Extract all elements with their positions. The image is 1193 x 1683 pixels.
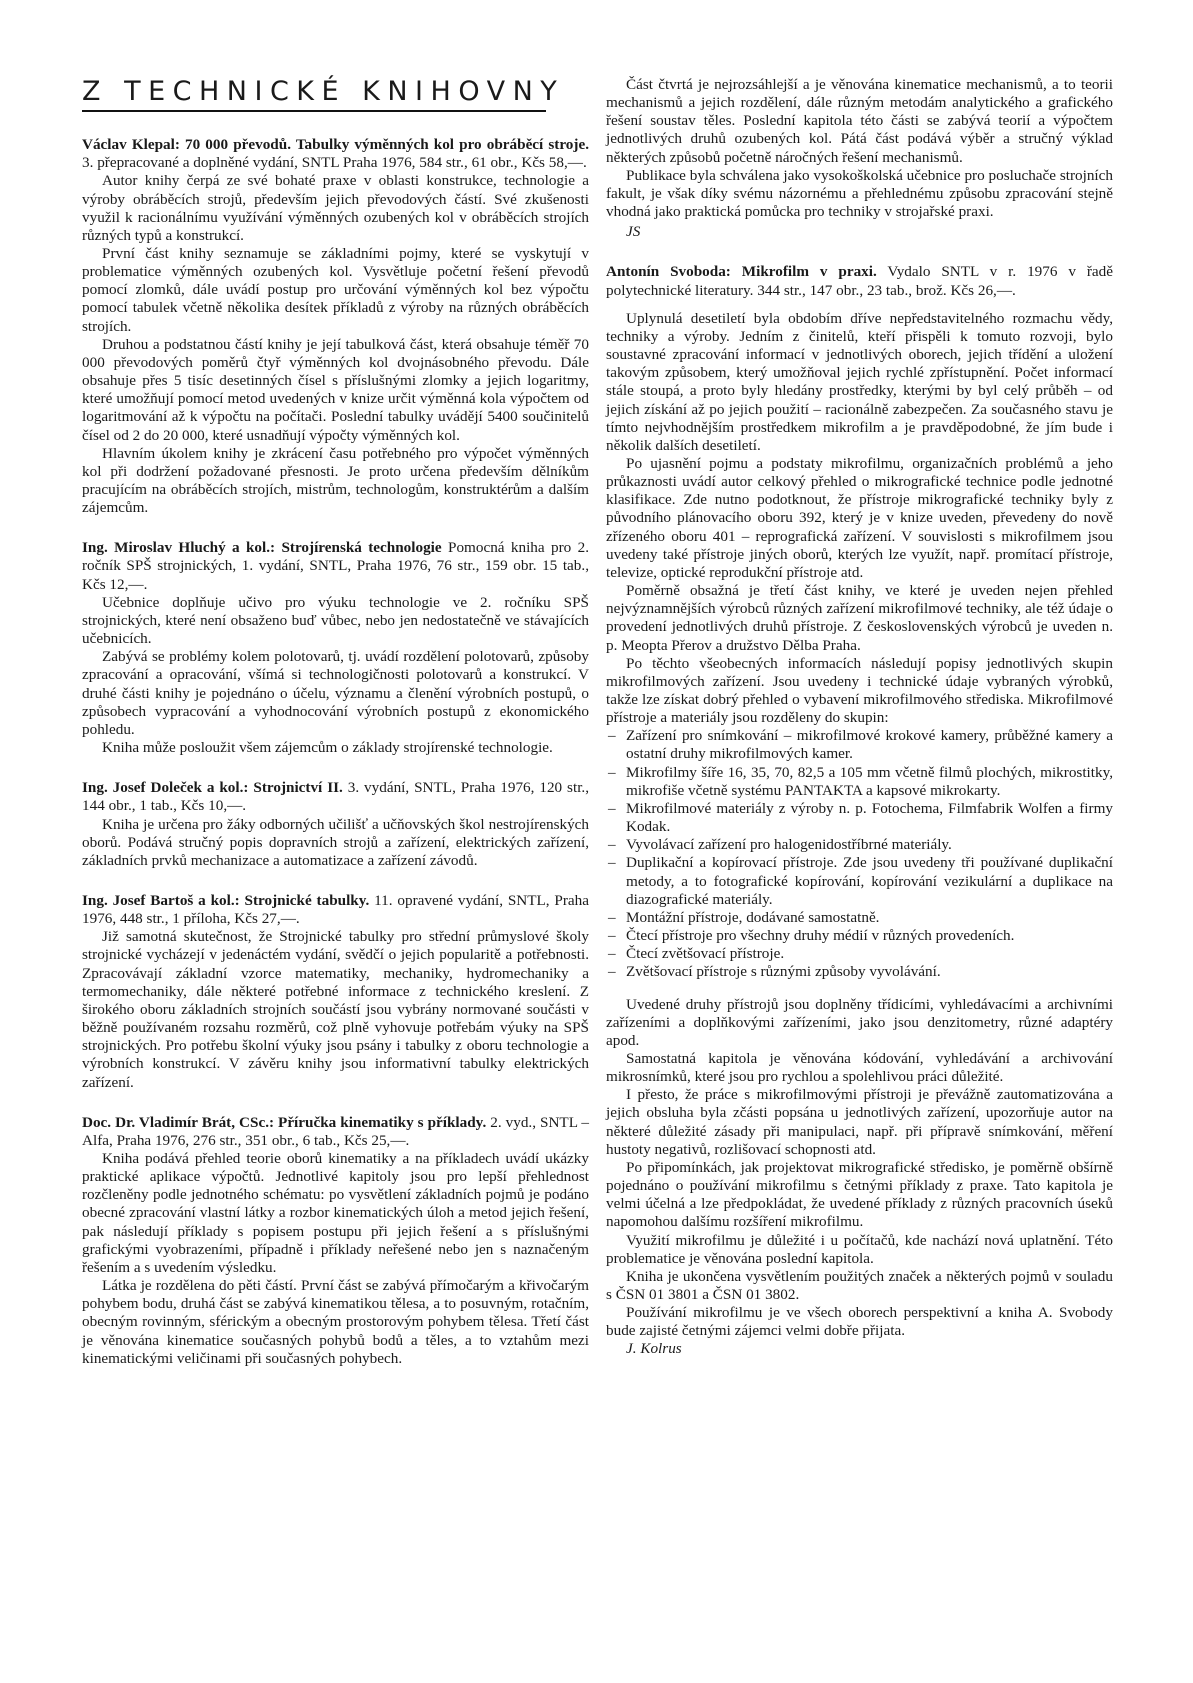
review-author-title: Václav Klepal: 70 000 převodů. Tabulky výměnných kol pro obráběcí stroje. <box>82 136 589 154</box>
review <box>82 892 589 1092</box>
section-title: Z TECHNICKÉ KNIHOVNY <box>82 76 546 112</box>
review-paragraph: Část čtvrtá je nejrozsáhlejší a je věnována kinematice mechanismů, a to teorii mechanismů a jejich rozdělení, dále různým metodám analytického a grafického řešení soustav těles. Poslední kapitola této části se zabývá teorií a výpočtem jednotlivých druhů ozubených kol. Pátá část podává výběr a stručný výklad některých způsobů početně náročných řešení mechanismů. <box>606 76 1113 166</box>
review-paragraph: Kniha podává přehled teorie oborů kinematiky a na příkladech uvádí ukázky praktické aplikace výpočtů. Jednotlivé kapitoly jsou pro lepší přehlednost rozčleněny podle jednotného schématu: po vysvětlení základních pojmů je podáno obecné zpracování vlastní látky a rozbor kinematických úloh a metod jejich řešení, pak následují příklady s popisem postupu při jejich řešení a s příslušnými grafickými vyobrazeními, případně i příklady neřešené nebo jen s naznačeným řešením a s uvedením výsledku. <box>82 1150 589 1276</box>
review-details: 2. vyd., SNTL – Alfa, Praha 1976, 276 str., 351 obr., 6 tab., Kčs 25,—. <box>82 1113 590 1149</box>
review-citation <box>82 1114 589 1150</box>
continuation-paragraphs <box>606 76 1113 221</box>
review-paragraph: Po připomínkách, jak projektovat mikrografické středisko, je poměrně obšírně pojednáno o používání mikrofilmu s četnými příklady z praxe. Tato kapitola je velmi účelná a lze předpokládat, že uvedené příklady z různých pracovních úseků napomohou dalšímu rozšíření mikrofilmu. <box>606 1158 1113 1231</box>
review-details: Pomocná kniha pro 2. ročník SPŠ strojnických, 1. vydání, SNTL, Praha 1976, 76 str., 159 obr. 15 tab., Kčs 12,—. <box>82 539 589 593</box>
review-citation <box>606 263 1113 299</box>
review-author-title: Ing. Miroslav Hluchý a kol.: Strojírenská technologie <box>82 539 442 557</box>
left-reviews <box>82 136 589 1368</box>
review-author-title: Ing. Josef Doleček a kol.: Strojnictví II. <box>82 779 343 797</box>
review-paragraph: Uplynulá desetiletí byla obdobím dříve nepředstavitelného rozmachu vědy, techniky a výroby. Jedním z činitelů, kteří přispěli k tomuto rozvoji, bylo soustavné zpracování informací v jednotlivých oborech, jejich třídění a uložení takovým způsobem, který umožňoval jejich rychlé zpřístupnění. Počet informací stále stoupá, a proto byly hledány prostředky, kterými by byl celý průběh – od jejich získání až po jejich použití – racionálně zabezpečen. Za současného stavu je tímto nejvhodnějším prostředkem mikrofilm a je pravděpodobné, že jím bude i několik dalších desetiletí. <box>606 309 1113 454</box>
review-paragraph: Zabývá se problémy kolem polotovarů, tj. uvádí rozdělení polotovarů, způsoby zpracování a opracování, všímá si technologičnosti polotovarů a konstrukcí. V druhé části knihy je pojednáno o účelu, významu a členění výrobních postupů, o způsobech vypracování a vyhodnocování výrobních postupů z ekonomického pohledu. <box>82 648 589 738</box>
review <box>82 539 589 757</box>
review-details: 3. vydání, SNTL, Praha 1976, 120 str., 144 obr., 1 tab., Kčs 10,—. <box>82 779 590 815</box>
list-item: – Montážní přístroje, dodávané samostatně. <box>606 909 1113 927</box>
review-paragraph: Poměrně obsažná je třetí část knihy, ve které je uveden nejen přehled nejvýznamnějších výrobců různých zařízení mikrofilmové techniky, ale též údaje o provedení jednotlivých druhů přístroje. Z československých výrobců je uveden n. p. Meopta Přerov a družstvo Dělba Praha. <box>606 582 1113 654</box>
list-item: – Zařízení pro snímkování – mikrofilmové krokové kamery, průběžné kamery a ostatní druhy mikrofilmových kamer. <box>606 727 1113 763</box>
review-continuation <box>606 76 1113 241</box>
review-author-title: Ing. Josef Bartoš a kol.: Strojnické tabulky. <box>82 891 370 909</box>
review <box>82 1114 589 1368</box>
review-paragraph: Uvedené druhy přístrojů jsou doplněny třídicími, vyhledávacími a archivními zařízeními a doplňkovými zařízeními, jako jsou denzitometry, různé adaptéry apod. <box>606 995 1113 1049</box>
device-group-list <box>606 727 1113 981</box>
review-paragraph: Samostatná kapitola je věnována kódování, vyhledávání a archivování mikrosnímků, které jsou pro rychlou a spolehlivou práci důležité. <box>606 1049 1113 1086</box>
review-paragraph: Využití mikrofilmu je důležité i u počítačů, kde nachází nová uplatnění. Této problematice je věnována poslední kapitola. <box>606 1231 1113 1267</box>
review-paragraph: Publikace byla schválena jako vysokoškolská učebnice pro posluchače strojních fakult, je však díky svému názornému a přehlednému způsobu zpracování stejně vhodná jako praktická pomůcka pro techniky v strojařské praxi. <box>606 166 1113 221</box>
review-paragraph: První část knihy seznamuje se základními pojmy, které se vyskytují v problematice výměnných ozubených kol. Vysvětluje početní řešení převodů pomocí zlomků, dále uvádí postup pro určování výměnných kol bez výpočtu pomocí tabulek včetně několika desítek příkladů z výroby na různých obráběcích strojích. <box>82 244 589 335</box>
review-paragraphs-after <box>606 996 1113 1341</box>
list-item: – Duplikační a kopírovací přístroje. Zde jsou uvedeny tři používané duplikační metody, a to fotografické kopírování, kopírování vezikulární a duplikace na diazografické materiály. <box>606 854 1113 908</box>
review-paragraphs-before <box>606 310 1113 728</box>
review <box>82 779 589 870</box>
review-paragraph: I přesto, že práce s mikrofilmovými přístroji je převážně zautomatizována a jejich obsluha byla zčásti popsána u jednotlivých zařízení, upozorňuje autor na některé důležité zásady při manipulaci, např. při přípravě snímkování, měření hustoty negativů, rozlišovací schopnosti atd. <box>606 1086 1113 1158</box>
review-details: 11. opravené vydání, SNTL, Praha 1976, 448 str., 1 příloha, Kčs 27,—. <box>82 891 589 928</box>
review-paragraph: Používání mikrofilmu je ve všech oborech perspektivní a kniha A. Svobody bude zajisté četnými zájemci velmi dobře přijata. <box>606 1304 1113 1340</box>
review-paragraph: Druhou a podstatnou částí knihy je její tabulková část, která obsahuje téměř 70 000 převodových poměrů čtyř výměnných kol dvojnásobného převodu. Dále obsahuje přes 5 tisíc desetinných čísel s příslušnými zlomky a jejich logaritmy, které umožňují pomocí metod uvedených v knize určit výměnná kola výpočtem od logaritmování až k výpočtu na počítači. Poslední tabulky uvádějí 5400 součinitelů čísel od 2 do 20 000, které usnadňují výpočty výměnných kol. <box>82 335 589 444</box>
review-paragraph: Již samotná skutečnost, že Strojnické tabulky pro střední průmyslové školy strojnické vycházejí v jedenáctém vydání, svědčí o jejich popularitě a potřebnosti. Zpracovávají základní vzorce matematiky, mechaniky, hydromechaniky a termomechaniky, dále některé potřebné informace z technického kreslení. Z širokého oboru základních strojních součástí jsou vybrány normované součásti v běžně používaném rozsahu rozměrů, což plně vyhovuje potřebám výuky na SPŠ strojnických. Pro potřebu školní výuky jsou psány i tabulky z oboru technologie a výrobních konstrukcí. V závěru knihy jsou informativní tabulky elektrických zařízení. <box>82 928 589 1091</box>
review-citation <box>82 136 589 172</box>
review-paragraph: Po ujasnění pojmu a podstaty mikrofilmu, organizačních problémů a jeho průkaznosti uvádí autor celkový přehled o mikrografické technice podle jednotné klasifikace. Zde nutno podotknout, že přístroje mikrografické techniky byly z původního plánovacího oboru 392, který je v knize uveden, převedeny do nově zřízeného oboru 401 – reprografická zařízení. V souvislosti s mikrofilmem jsou uvedeny také přístroje jiných oborů, kterých lze využít, např. promítací přístroje, televize, optické reprodukční přístroje atd. <box>606 454 1113 581</box>
review-paragraph: Po těchto všeobecných informacích následují popisy jednotlivých skupin mikrofilmových zařízení. Jsou uvedeny i technické údaje vybraných výrobků, takže lze získat dobrý přehled o vybavení mikrofilmového střediska. Mikrofilmové přístroje a materiály jsou rozděleny do skupin: <box>606 654 1113 727</box>
list-item: – Čtecí zvětšovací přístroje. <box>606 945 1113 963</box>
review-paragraph: Učebnice doplňuje učivo pro výuku technologie ve 2. ročníku SPŠ strojnických, které není obsaženo buď vůbec, nebo jen nedostatečně ve stávajících učebnicích. <box>82 593 589 648</box>
list-item: – Mikrofilmové materiály z výroby n. p. Fotochema, Filmfabrik Wolfen a firmy Kodak. <box>606 800 1113 836</box>
review-paragraph: Autor knihy čerpá ze své bohaté praxe v oblasti konstrukce, technologie a výroby obráběcích strojů, především jejich převodových částí. Své zkušenosti využil k racionálnímu využívání výměnných ozubených kol v obráběcích strojích různých typů a konstrukcí. <box>82 172 589 244</box>
review-paragraph: Kniha je ukončena vysvětlením použitých značek a některých pojmů v souladu s ČSN 01 3801 a ČSN 01 3802. <box>606 1267 1113 1303</box>
review-signature: J. Kolrus <box>626 1340 682 1358</box>
list-item: – Čtecí přístroje pro všechny druhy médií v různých provedeních. <box>606 927 1113 945</box>
review-paragraph: Kniha je určena pro žáky odborných učilišť a učňovských škol nestrojírenských oborů. Podává stručný popis dopravních strojů a zařízení, elektrických zařízení, základních prvků mechanizace a automatizace a zařízení závodů. <box>82 815 589 869</box>
review-paragraph: Kniha může posloužit všem zájemcům o základy strojírenské technologie. <box>102 739 553 757</box>
review-citation <box>82 892 589 928</box>
review-citation <box>82 779 589 815</box>
review-details: Vydalo SNTL v r. 1976 v řadě polytechnické literatury. 344 str., 147 obr., 23 tab., brož. Kčs 26,—. <box>606 263 1113 299</box>
review <box>82 136 589 517</box>
left-column <box>82 76 589 1368</box>
review-details: 3. přepracované a doplněné vydání, SNTL Praha 1976, 584 str., 61 obr., Kčs 58,—. <box>82 154 587 172</box>
review-signature: JS <box>626 223 641 241</box>
right-column <box>606 76 1113 1359</box>
review-author-title: Doc. Dr. Vladimír Brát, CSc.: Příručka kinematiky s příklady. <box>82 1113 487 1131</box>
review-paragraph: Hlavním úkolem knihy je zkrácení času potřebného pro výpočet výměnných kol při dodržení požadované přesnosti. Je proto určena především dělníkům pracujícím na obráběcích strojích, mistrům, technologům, konstruktérům a dalším zájemcům. <box>82 444 589 517</box>
list-item: – Zvětšovací přístroje s různými způsoby vyvolávání. <box>606 963 1113 981</box>
review-paragraph: Látka je rozdělena do pěti částí. První část se zabývá přímočarým a křivočarým pohybem bodu, druhá část se zabývá kinematikou tělesa, a to posuvným, rotačním, obecným rovinným, sférickým a obecným prostorovým pohybem tělesa. Třetí část je věnována kinematice současných pohybů bodů a těles, a to vztahům mezi kinematickými veličinami při současných pohybech. <box>82 1277 589 1367</box>
list-item: – Mikrofilmy šíře 16, 35, 70, 82,5 a 105 mm včetně filmů plochých, mikrostitky, mikrofiše včetně systému PANTAKTA a kapsové mikrokarty. <box>606 764 1113 800</box>
list-item: – Vyvolávací zařízení pro halogenidostříbrné materiály. <box>606 836 1113 854</box>
review-author-title: Antonín Svoboda: Mikrofilm v praxi. <box>606 263 877 281</box>
review-mikrofilm <box>606 263 1113 1358</box>
review-citation <box>82 539 589 593</box>
